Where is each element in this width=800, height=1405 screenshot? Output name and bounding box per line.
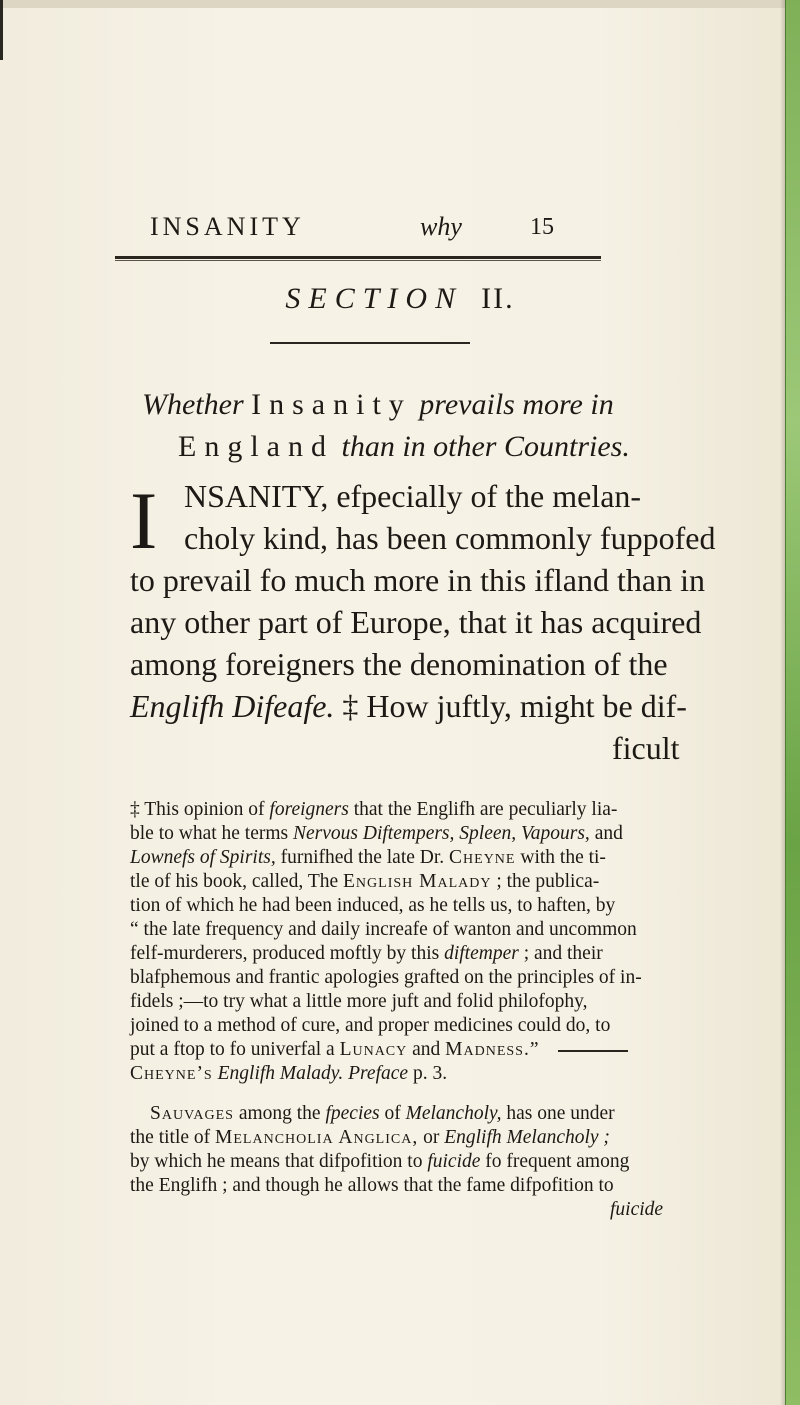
fn-text: that the Englifh are peculiarly lia- <box>353 799 618 820</box>
fn-smallcaps: Madness.” <box>445 1039 540 1060</box>
fn-text: tle of his book, called, The <box>130 871 339 892</box>
footnote-line-2 <box>130 822 623 846</box>
fn-italic: fpecies <box>325 1103 380 1124</box>
fn-text: the title of <box>130 1127 211 1148</box>
running-title: INSANITY <box>150 212 305 241</box>
footnote-line-4 <box>130 870 599 894</box>
footnote-dash <box>558 1050 628 1052</box>
fn-text: has one under <box>506 1103 615 1124</box>
fn-smallcaps: Cheyne <box>449 847 516 868</box>
fn-text: ‡ This opinion of <box>130 799 265 820</box>
fn-text: ble to what he terms <box>130 823 289 844</box>
fn-italic: Lownefs of Spirits, <box>130 847 276 868</box>
paragraph-line-3: to prevail fo much more in this ifland than in <box>130 562 705 598</box>
fn-italic: Englifh Melancholy ; <box>444 1127 610 1148</box>
running-header <box>150 212 570 252</box>
fn-text: ; and their <box>523 943 603 964</box>
subtitle-caps: England <box>178 430 334 463</box>
fn-italic: diftemper <box>444 943 519 964</box>
fn-italic: Melancholy, <box>405 1103 502 1124</box>
fn-smallcaps: Cheyne’s <box>130 1063 213 1084</box>
footnote-line-5: tion of which he had been induced, as he tells us, to haften, by <box>130 895 616 916</box>
subtitle-italic: than in other Countries. <box>341 430 630 463</box>
fn-smallcaps: Melancholia Anglica, <box>215 1127 419 1148</box>
second-para-line-3 <box>130 1150 629 1174</box>
paragraph-line-5: among foreigners the denomination of the <box>130 646 668 682</box>
fn-text: by which he means that difpofition to <box>130 1151 423 1172</box>
paragraph-line-1: NSANITY, efpecially of the melan- <box>184 478 642 514</box>
fn-text: put a ftop to fo univerfal a <box>130 1039 335 1060</box>
catchword: fuicide <box>610 1199 664 1220</box>
fn-italic: Nervous Diftempers, Spleen, Vapours, <box>293 823 590 844</box>
header-rule-thin <box>115 260 601 261</box>
fn-text: and <box>412 1039 441 1060</box>
binding-edge <box>785 0 800 1405</box>
english-disease-phrase: Englifh Difeafe. <box>130 688 335 724</box>
paragraph-line-6-rest: ‡ How juftly, might be dif- <box>342 688 687 724</box>
header-rule <box>115 256 601 259</box>
fn-text: furnifhed the late Dr. <box>280 847 445 868</box>
running-title-italic: why <box>420 212 462 241</box>
footnote-line-6: “ the late frequency and daily increafe of wanton and uncommon <box>130 919 637 940</box>
section-number: II. <box>481 282 515 315</box>
section-heading <box>0 282 800 316</box>
paragraph-line-6 <box>130 688 687 725</box>
second-para-line-2 <box>130 1126 610 1150</box>
subtitle-line-1 <box>142 388 614 422</box>
fn-smallcaps: Lunacy <box>339 1039 408 1060</box>
section-rule <box>270 342 470 344</box>
fn-italic: foreigners <box>269 799 349 820</box>
subtitle-line-2 <box>178 430 630 464</box>
fn-italic: Englifh Malady. Preface <box>217 1063 409 1084</box>
subtitle-caps: Insanity <box>251 388 412 421</box>
fn-text: among the <box>238 1103 321 1124</box>
fn-italic: fuicide <box>427 1151 481 1172</box>
fn-text: fo frequent among <box>485 1151 630 1172</box>
page-left-edge-mark <box>0 0 3 60</box>
footnote-line-11 <box>130 1038 628 1062</box>
page-number: 15 <box>530 214 554 240</box>
paragraph-line-4: any other part of Europe, that it has acquired <box>130 604 702 640</box>
footnote-line-3 <box>130 846 606 870</box>
subtitle-word: Whether <box>142 388 244 421</box>
fn-text: with the ti- <box>520 847 606 868</box>
fn-text: p. 3. <box>412 1063 448 1084</box>
footnote-line-9: fidels ;—to try what a little more juft and folid philofophy, <box>130 991 588 1012</box>
subtitle-italic: prevails more in <box>419 388 614 421</box>
footnote-line-7 <box>130 942 603 966</box>
section-label: SECTION <box>285 282 464 315</box>
footnote-line-12 <box>130 1062 447 1086</box>
fn-text: ; the publica- <box>496 871 600 892</box>
paragraph-line-2: choly kind, has been commonly fuppofed <box>184 520 716 556</box>
drop-capital: I <box>130 475 158 566</box>
second-para-line-1 <box>150 1102 615 1126</box>
fn-text: felf-murderers, produced moftly by this <box>130 943 440 964</box>
page-top-edge <box>0 0 800 8</box>
fn-text: of <box>384 1103 401 1124</box>
footnote-line-10: joined to a method of cure, and proper medicines could do, to <box>130 1015 611 1036</box>
fn-smallcaps: English Malady <box>343 871 492 892</box>
fn-text: or <box>423 1127 440 1148</box>
second-para-line-4: the Englifh ; and though he allows that the fame difpofition to <box>130 1175 614 1196</box>
fn-smallcaps: Sauvages <box>150 1103 234 1124</box>
footnote-line-1 <box>130 798 617 822</box>
fn-text: and <box>594 823 623 844</box>
paragraph-line-7: ficult <box>612 730 680 766</box>
footnote-line-8: blafphemous and frantic apologies grafted on the principles of in- <box>130 967 642 988</box>
